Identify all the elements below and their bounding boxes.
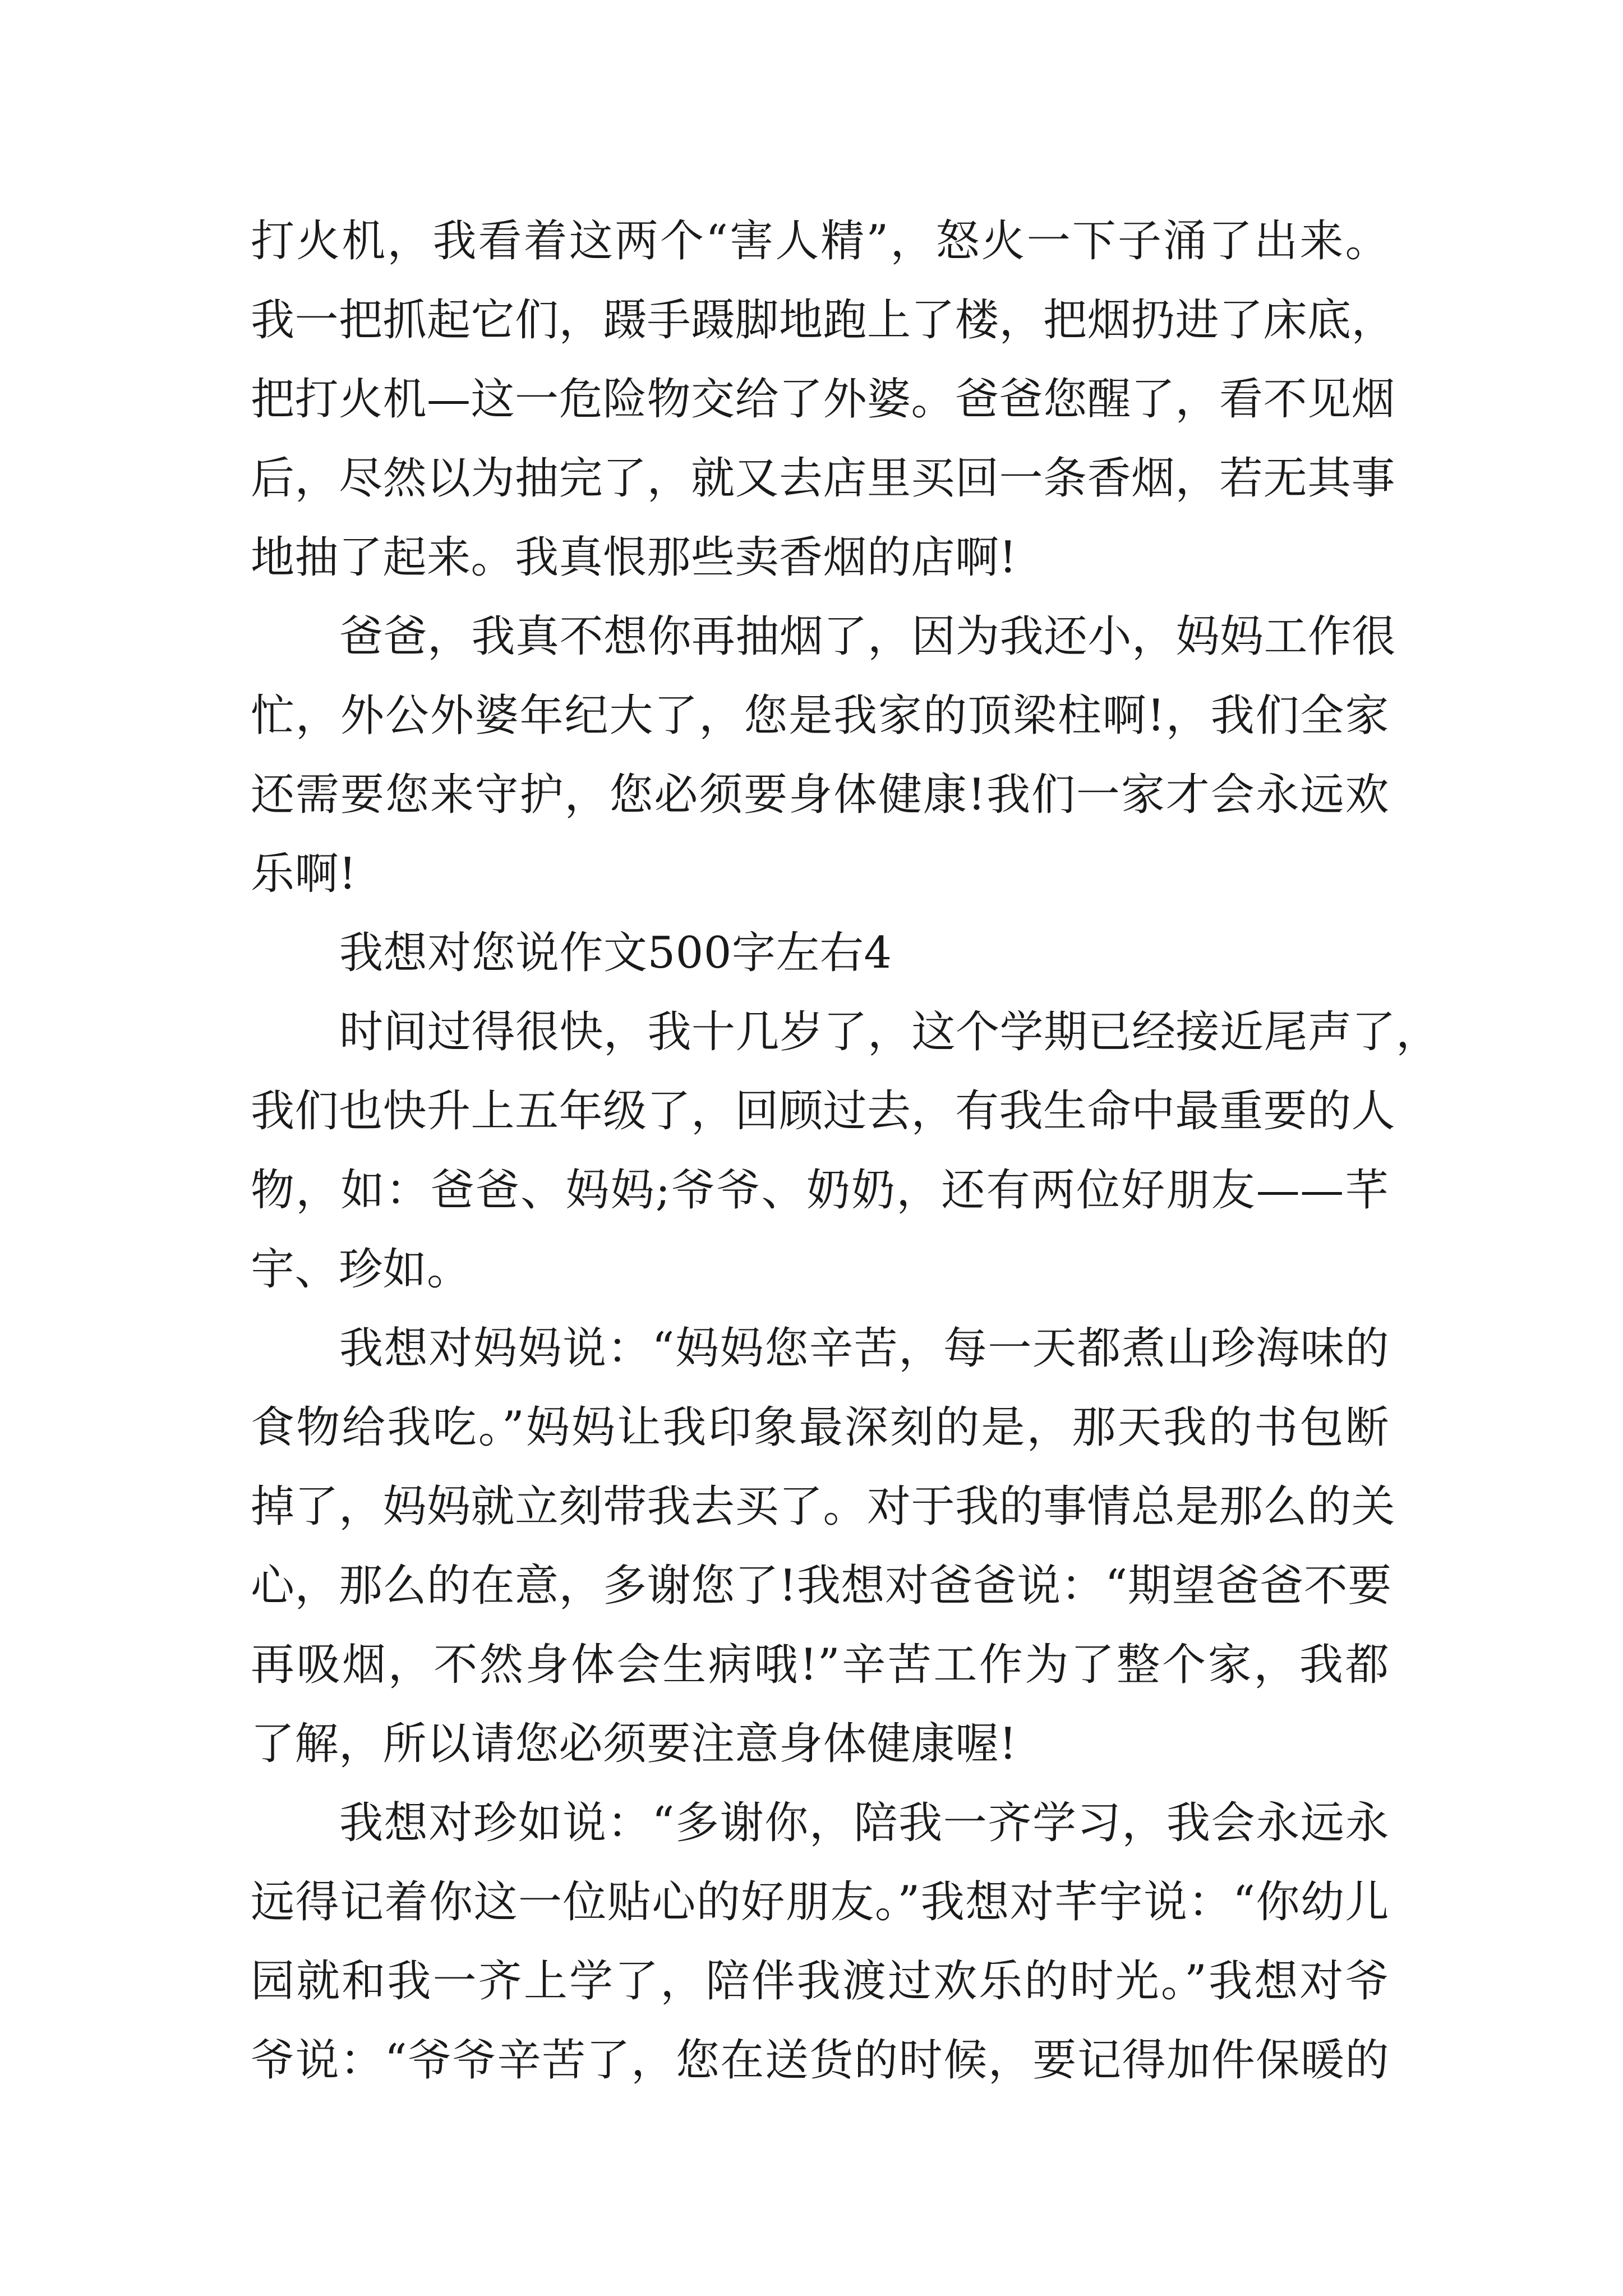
text-line: 时间过得很快，我十几岁了，这个学期已经接近尾声了， [339, 1007, 1440, 1057]
text-line: 打火机，我看着这两个“害人精”，怒火一下子涌了出来。 [251, 216, 1389, 266]
text-line: 远得记着你这一位贴心的好朋友。”我想对芊宇说：“你幼儿 [251, 1877, 1389, 1927]
text-line: 爸爸，我真不想你再抽烟了，因为我还小，妈妈工作很 [339, 611, 1396, 662]
text-line: 我想对您说作文500字左右4 [339, 928, 892, 978]
text-line: 宇、珍如。 [251, 1244, 471, 1295]
text-line: 还需要您来守护，您必须要身体健康!我们一家才会永远欢 [251, 770, 1389, 820]
text-line: 再吸烟，不然身体会生病哦!”辛苦工作为了整个家，我都 [251, 1640, 1389, 1690]
text-line: 我们也快升上五年级了，回顾过去，有我生命中最重要的人 [251, 1086, 1396, 1137]
text-line: 掉了，妈妈就立刻带我去买了。对于我的事情总是那么的关 [251, 1481, 1396, 1532]
text-line: 了解，所以请您必须要注意身体健康喔! [251, 1719, 1017, 1769]
text-line: 把打火机—这一危险物交给了外婆。爸爸您醒了，看不见烟 [251, 374, 1396, 425]
text-line: 物，如：爸爸、妈妈;爷爷、奶奶，还有两位好朋友——芊 [251, 1165, 1389, 1216]
text-line: 我想对妈妈说：“妈妈您辛苦，每一天都煮山珍海味的 [339, 1323, 1389, 1374]
text-line: 乐啊! [251, 849, 357, 899]
text-line: 后，尽然以为抽完了，就又去店里买回一条香烟，若无其事 [251, 453, 1396, 504]
text-line: 食物给我吃。”妈妈让我印象最深刻的是，那天我的书包断 [251, 1402, 1389, 1453]
text-line: 我想对珍如说：“多谢你，陪我一齐学习，我会永远永 [339, 1798, 1389, 1848]
essay-body [251, 202, 1440, 2100]
text-line: 我一把抓起它们，蹑手蹑脚地跑上了楼，把烟扔进了床底， [251, 295, 1396, 346]
text-line: 地抽了起来。我真恨那些卖香烟的店啊! [251, 532, 1017, 583]
text-line: 园就和我一齐上学了，陪伴我渡过欢乐的时光。”我想对爷 [251, 1956, 1389, 2007]
text-line: 心，那么的在意，多谢您了!我想对爸爸说：“期望爸爸不要 [251, 1561, 1392, 1611]
text-line: 忙，外公外婆年纪大了，您是我家的顶梁柱啊!，我们全家 [251, 691, 1389, 741]
text-line: 爷说：“爷爷辛苦了，您在送货的时候，要记得加件保暖的 [251, 2035, 1389, 2086]
